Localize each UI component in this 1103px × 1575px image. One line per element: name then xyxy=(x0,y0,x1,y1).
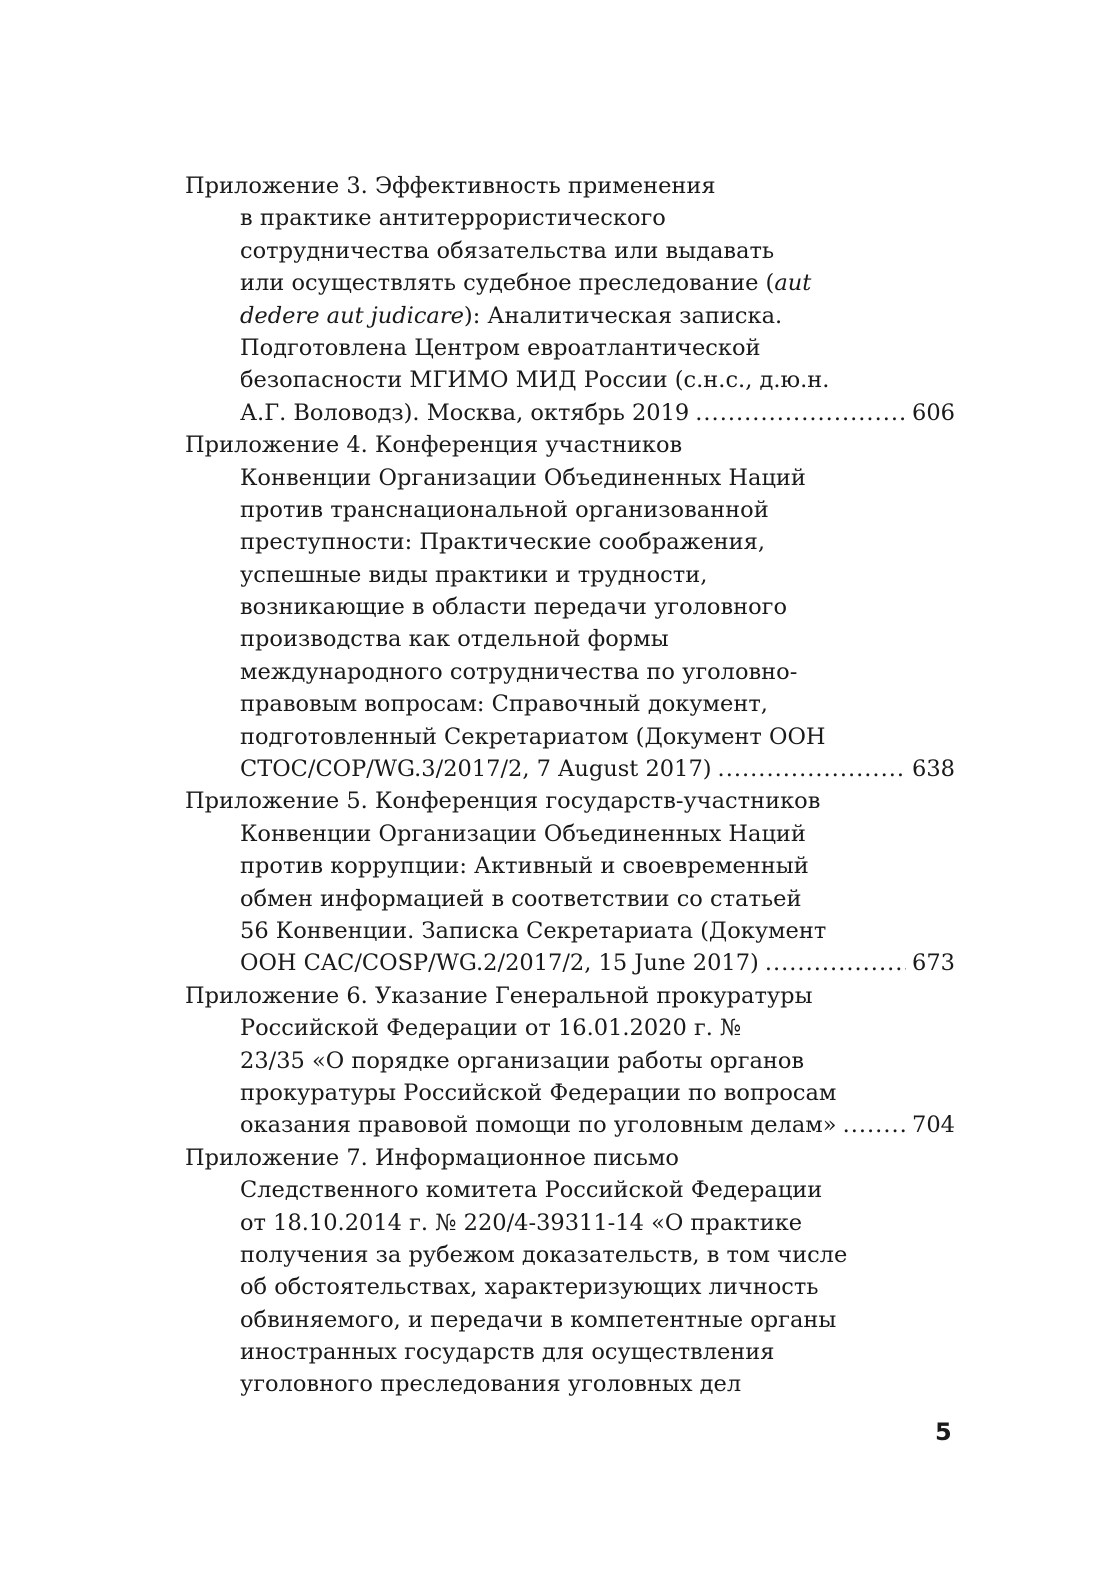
table-of-contents xyxy=(185,170,955,1401)
toc-line: Подготовлена Центром евроатлантической xyxy=(240,334,761,361)
toc-line: против коррупции: Активный и своевременный xyxy=(240,853,809,880)
toc-entry-appendix-5[interactable] xyxy=(185,785,955,979)
toc-line: иностранных государств для осуществления xyxy=(240,1339,775,1366)
toc-line: обмен информацией в соответствии со статьей xyxy=(240,885,802,912)
toc-line: 56 Конвенции. Записка Секретариата (Документ xyxy=(240,917,827,944)
toc-line: против транснациональной организованной xyxy=(240,496,769,523)
toc-line: преступности: Практические соображения, xyxy=(240,529,765,556)
toc-line: обвиняемого, и передачи в компетентные органы xyxy=(240,1306,837,1333)
toc-line: от 18.10.2014 г. № 220/4-39311-14 «О практике xyxy=(240,1209,803,1236)
toc-line: успешные виды практики и трудности, xyxy=(240,561,708,588)
toc-page-number: 673 xyxy=(912,950,955,977)
dot-leader xyxy=(765,947,906,979)
toc-page-number: 704 xyxy=(912,1112,955,1139)
toc-line: об обстоятельствах, характеризующих личность xyxy=(240,1274,819,1301)
toc-line: Приложение 7. Информационное письмо xyxy=(185,1144,679,1171)
toc-line: Приложение 4. Конференция участников xyxy=(185,432,683,459)
toc-line: в практике антитеррористического xyxy=(240,205,666,232)
toc-line: оказания правовой помощи по уголовным делам» xyxy=(240,1112,837,1139)
toc-page-number: 638 xyxy=(912,756,955,783)
toc-line: прокуратуры Российской Федерации по вопросам xyxy=(240,1079,837,1106)
toc-line: международного сотрудничества по уголовно- xyxy=(240,658,798,685)
toc-page-number: 606 xyxy=(912,399,955,426)
toc-line: подготовленный Секретариатом (Документ ООН xyxy=(240,723,826,750)
toc-line: правовым вопросам: Справочный документ, xyxy=(240,691,768,718)
toc-line: 23/35 «О порядке организации работы органов xyxy=(240,1047,805,1074)
toc-entry-appendix-6[interactable] xyxy=(185,980,955,1142)
dot-leader xyxy=(695,397,906,429)
toc-line: CTOC/COP/WG.3/2017/2, 7 August 2017) xyxy=(240,756,712,783)
toc-line: Приложение 3. Эффективность применения xyxy=(185,173,716,199)
dot-leader xyxy=(718,753,907,785)
toc-line: Конвенции Организации Объединенных Наций xyxy=(240,464,806,491)
toc-entry-appendix-3[interactable] xyxy=(185,170,955,429)
toc-line: возникающие в области передачи уголовного xyxy=(240,594,788,621)
toc-line: Приложение 5. Конференция государств-участников xyxy=(185,788,821,815)
toc-line: безопасности МГИМО МИД России (с.н.с., д.ю.н. xyxy=(240,367,830,394)
toc-line: Приложение 6. Указание Генеральной прокуратуры xyxy=(185,982,813,1009)
toc-line: уголовного преследования уголовных дел xyxy=(240,1371,742,1398)
toc-line: Конвенции Организации Объединенных Наций xyxy=(240,820,806,847)
toc-line: А.Г. Воловодз). Москва, октябрь 2019 xyxy=(240,399,690,426)
toc-line: или осуществлять судебное преследование (aut xyxy=(240,270,812,297)
toc-entry-appendix-4[interactable] xyxy=(185,429,955,785)
toc-line: получения за рубежом доказательств, в том числе xyxy=(240,1241,848,1268)
dot-leader xyxy=(843,1109,906,1141)
toc-line: производства как отдельной формы xyxy=(240,626,669,653)
toc-line: Российской Федерации от 16.01.2020 г. № xyxy=(240,1015,742,1042)
toc-line: ООН CAC/COSP/WG.2/2017/2, 15 June 2017) xyxy=(240,950,759,977)
toc-entry-appendix-7[interactable] xyxy=(185,1142,955,1401)
toc-line: сотрудничества обязательства или выдавать xyxy=(240,237,775,264)
page-number: 5 xyxy=(935,1418,952,1446)
toc-line: Следственного комитета Российской Федерации xyxy=(240,1177,823,1204)
toc-line: dedere aut judicare): Аналитическая записка. xyxy=(240,302,783,329)
